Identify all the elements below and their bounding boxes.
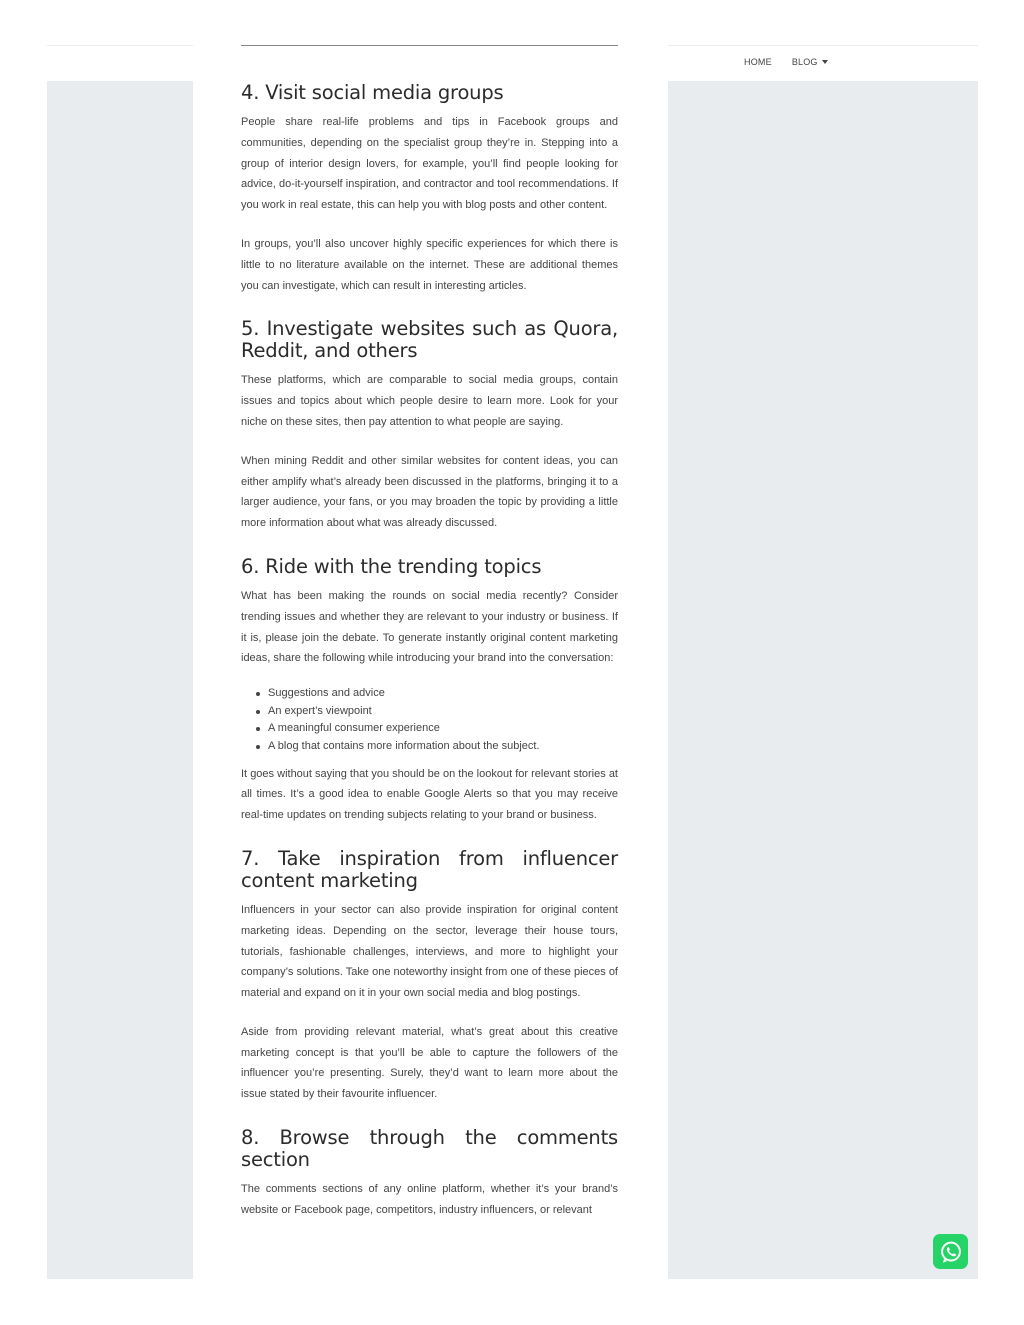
section-paragraph: In groups, you’ll also uncover highly specific experiences for which there is little to no literature available on the internet. These are additional themes you can investigate, which can result in interesting articles. (241, 237, 618, 292)
main-nav (744, 57, 828, 67)
whatsapp-icon (938, 1239, 964, 1265)
section-paragraph: When mining Reddit and other similar websites for content ideas, you can either amplify what’s already been discussed in the platforms, bringing it to a larger audience, your fans, or you may broaden the topic by providing a little more information about what was already discussed. (241, 454, 618, 530)
article-body (241, 45, 618, 1221)
left-sidebar (47, 81, 193, 1279)
list-item: A meaningful consumer experience (268, 720, 618, 738)
bullet-list (241, 685, 618, 755)
nav-home-label: HOME (744, 57, 772, 67)
left-sidebar-top-line (47, 45, 193, 46)
section-paragraph: What has been making the rounds on social media recently? Consider trending issues and whether they are relevant to your industry or business. If it is, please join the debate. To generate instantly original content marketing ideas, share the following while introducing your brand into the conversation: (241, 589, 618, 665)
section-paragraph: Influencers in your sector can also provide inspiration for original content marketing ideas. Depending on the sector, leverage their house tours, tutorials, fashionable challenges, interviews, and more to highlight your company’s solutions. Take one noteworthy insight from one of these pieces of material and expand on it in your own social media and blog postings. (241, 903, 618, 1000)
section-paragraph: It goes without saying that you should be on the lookout for relevant stories at all times. It’s a good idea to enable Google Alerts so that you may receive real-time updates on trending subjects relating to your brand or business. (241, 767, 618, 822)
nav-home-link[interactable] (744, 57, 772, 67)
whatsapp-chat-button[interactable] (933, 1234, 968, 1269)
nav-blog-label: BLOG (791, 57, 818, 67)
section-heading: 5. Investigate websites such as Quora, Reddit, and others (241, 317, 618, 363)
list-item: An expert’s viewpoint (268, 703, 618, 721)
nav-blog-link[interactable] (792, 57, 828, 67)
section-heading: 7. Take inspiration from influencer content marketing (241, 846, 618, 892)
section-heading: 6. Ride with the trending topics (241, 554, 542, 578)
caret-down-icon (822, 60, 828, 64)
right-sidebar (668, 81, 978, 1279)
article-top-rule (241, 45, 618, 46)
section-heading: 8. Browse through the comments section (241, 1126, 618, 1172)
section-paragraph: These platforms, which are comparable to social media groups, contain issues and topics about which people desire to learn more. Look for your niche on these sites, then pay attention to what people are saying. (241, 374, 618, 428)
section-paragraph: Aside from providing relevant material, what’s great about this creative marketing concept is that you’ll be able to capture the followers of the influencer you’re presenting. Surely, they’d want to learn more about the issue stated by their favourite influencer. (241, 1025, 618, 1101)
list-item: A blog that contains more information about the subject. (268, 738, 618, 756)
section-paragraph: The comments sections of any online platform, whether it’s your brand’s website or Facebook page, competitors, industry influencers, or relevant (241, 1183, 618, 1216)
section-heading: 4. Visit social media groups (241, 81, 504, 104)
section-paragraph: People share real-life problems and tips in Facebook groups and communities, depending on the specialist group they’re in. Stepping into a group of interior design lovers, for example, you’ll find people looking for advice, do-it-yourself inspiration, and contractor and tool recommendations. If you work in real estate, this can help you with blog posts and other content. (241, 116, 618, 212)
list-item: Suggestions and advice (268, 685, 618, 703)
